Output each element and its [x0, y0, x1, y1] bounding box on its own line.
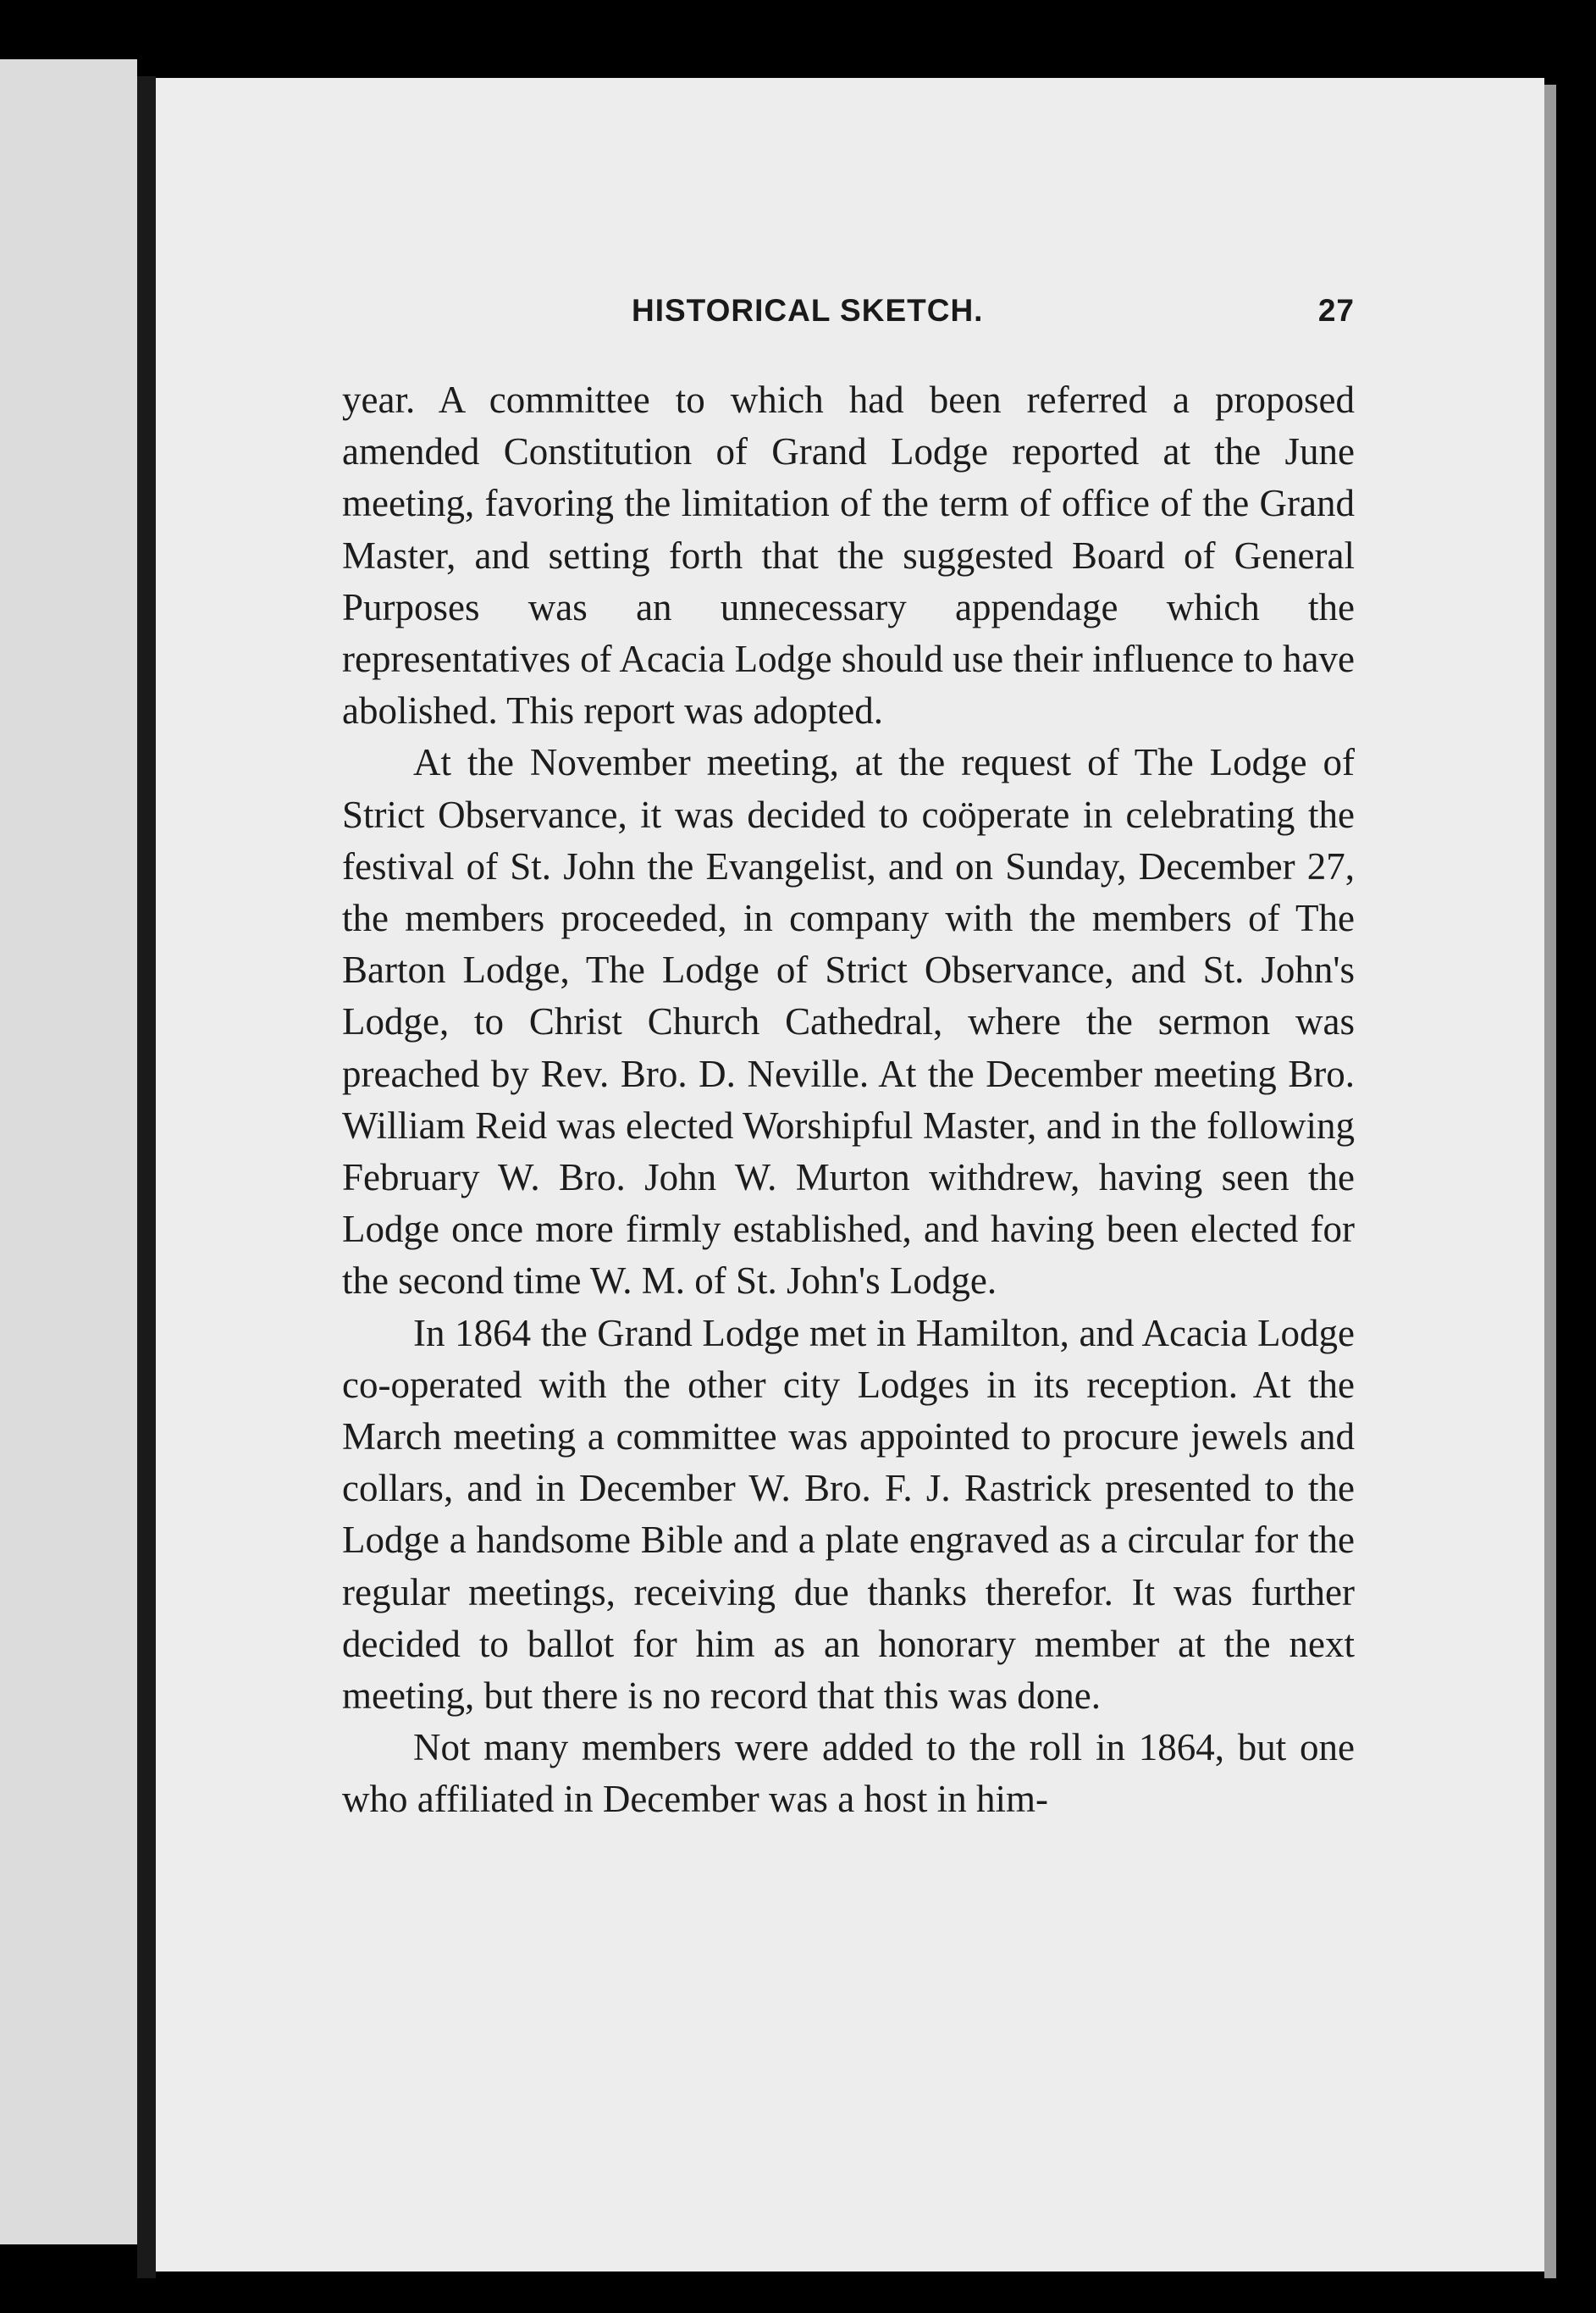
body-text: [342, 374, 1355, 1826]
page-number: 27: [1317, 293, 1355, 328]
running-head: [342, 288, 1355, 339]
paragraph: In 1864 the Grand Lodge met in Hamilton, and Acacia Lodge co-operated with the other city Lodges in its reception. At the March meeting a committee was appointed to procure jewels and collars, and in December W. Bro. F. J. Rastrick presented to the Lodge a handsome Bible and a plate engraved as a circular for the regular meetings, receiving due thanks therefor. It was further decided to ballot for him as an honorary member at the next meeting, but there is no record that this was done.: [342, 1311, 1355, 1718]
book-spine-edge: [137, 76, 156, 2278]
paragraph: year. A committee to which had been referred a proposed amended Constitution of Grand Lodge reported at the June meeting, favoring the limitation of the term of office of the Grand Master, and setting forth that the suggested Board of General Purposes was an unnecessary appendage which the representatives of Acacia Lodge should use their influence to have abolished. This report was adopted.: [342, 379, 1355, 733]
paragraph: Not many members were added to the roll in 1864, but one who affiliated in December was a host in him-: [342, 1726, 1355, 1821]
page-right-edge: [1544, 85, 1556, 2278]
paragraph: At the November meeting, at the request of The Lodge of Strict Observance, it was decided to coöperate in celebrating the festival of St. John the Evangelist, and on Sunday, December 27, the members proceeded, in company with the members of The Barton Lodge, The Lodge of Strict Observance, and St. John's Lodge, to Christ Church Cathedral, where the sermon was preached by Rev. Bro. D. Neville. At the December meeting Bro. William Reid was elected Worshipful Master, and in the following February W. Bro. John W. Murton withdrew, having seen the Lodge once more firmly established, and having been elected for the second time W. M. of St. John's Lodge.: [342, 741, 1355, 1303]
facing-page-margin: [0, 59, 137, 2244]
running-title: HISTORICAL SKETCH.: [632, 293, 984, 328]
